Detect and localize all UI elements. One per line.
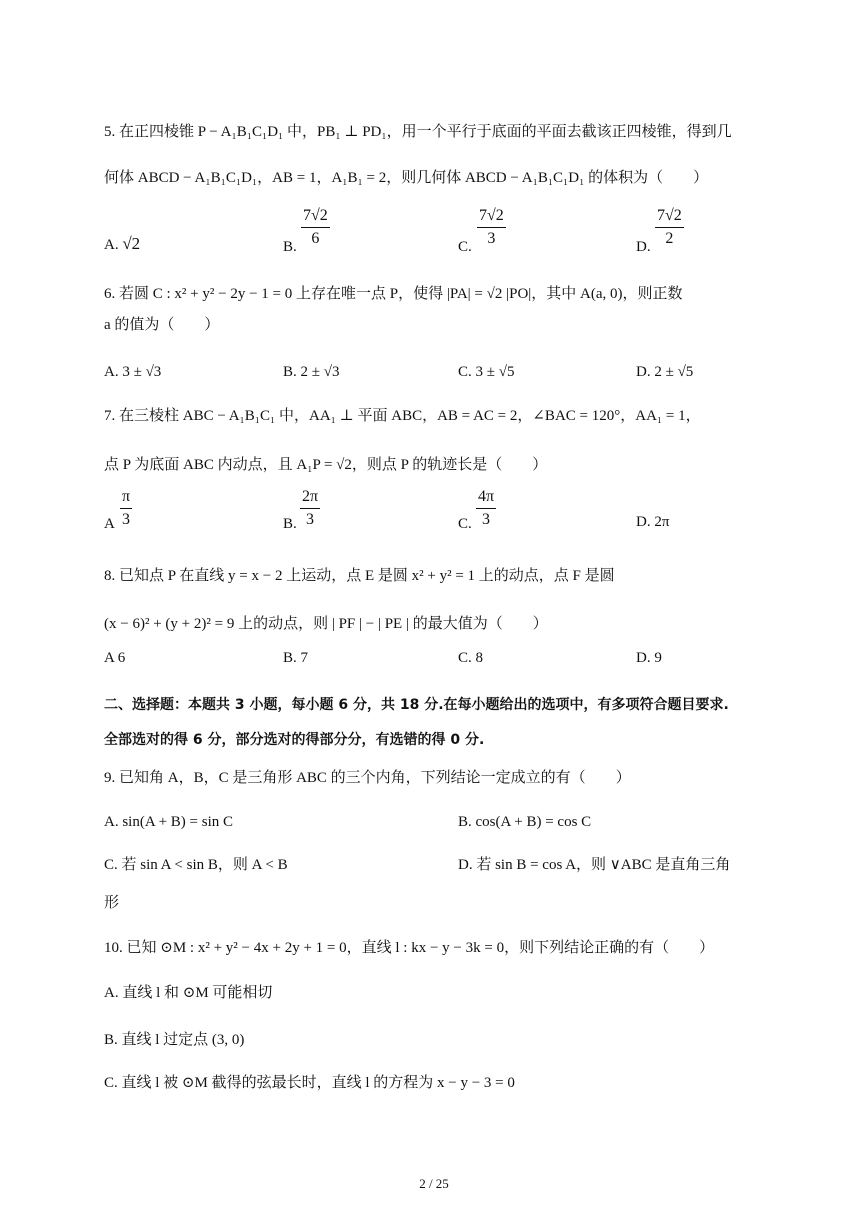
q8-option-c: C. 8 — [458, 650, 484, 666]
q6-line1: 6. 若圆 C : x² + y² − 2y − 1 = 0 上存在唯一点 P，使得 |PA| = √2 |PO|，其中 A(a, 0)，则正数 — [104, 286, 683, 302]
q8-option-d: D. 9 — [636, 650, 662, 666]
q5-option-b-fraction — [301, 206, 330, 250]
q7-option-a-denominator: 3 — [122, 511, 131, 528]
q5-option-c-label: C. — [458, 239, 472, 255]
q7-option-d: D. 2π — [636, 514, 670, 530]
q5-option-d-label: D. — [636, 239, 651, 255]
q7-option-a-numerator: π — [120, 487, 132, 509]
q7-option-b-fraction — [300, 487, 320, 531]
q5-option-d-denominator: 2 — [665, 230, 674, 247]
q9-option-c: C. 若 sin A < sin B，则 A < B — [104, 857, 288, 873]
q5-option-b-label: B. — [283, 239, 297, 255]
q7-option-b-numerator: 2π — [300, 487, 320, 509]
q6-option-b: B. 2 ± √3 — [283, 364, 340, 380]
q5-option-c-fraction — [477, 206, 506, 250]
q8-line2: (x − 6)² + (y + 2)² = 9 上的动点，则 | PF | − | PE | 的最大值为（ ） — [104, 616, 548, 632]
q7-line1: 7. 在三棱柱 ABC − A₁B₁C₁ 中，AA₁ ⊥ 平面 ABC，AB = AC = 2，∠BAC = 120°，AA₁ = 1， — [104, 408, 701, 424]
q7-option-a-label: A — [104, 516, 115, 532]
q6-option-a: A. 3 ± √3 — [104, 364, 162, 380]
q7-option-b-denominator: 3 — [306, 511, 315, 528]
q7-line2: 点 P 为底面 ABC 内动点，且 A₁P = √2，则点 P 的轨迹长是（ ） — [104, 457, 548, 473]
q7-option-c-label: C. — [458, 516, 472, 532]
q5-option-d-fraction — [655, 206, 684, 250]
q9-option-b: B. cos(A + B) = cos C — [458, 814, 592, 830]
q5-option-c-denominator: 3 — [487, 230, 496, 247]
q10-option-a: A. 直线 l 和 ⊙M 可能相切 — [104, 985, 273, 1001]
q5-option-d-numerator: 7√2 — [655, 206, 684, 228]
q5-option-a-label: A. — [104, 237, 119, 253]
section2-heading-line2: 全部选对的得 6 分，部分选对的得部分分，有选错的得 0 分. — [104, 732, 485, 748]
q9-option-d: D. 若 sin B = cos A，则 ∨ABC 是直角三角 — [458, 857, 731, 873]
q8-line1: 8. 已知点 P 在直线 y = x − 2 上运动，点 E 是圆 x² + y² = 1 上的动点，点 F 是圆 — [104, 568, 615, 584]
q5-line2: 何体 ABCD − A₁B₁C₁D₁，AB = 1，A₁B₁ = 2，则几何体 ABCD − A₁B₁C₁D₁ 的体积为（ ） — [104, 170, 709, 186]
q8-option-b: B. 7 — [283, 650, 309, 666]
q6-option-c: C. 3 ± √5 — [458, 364, 515, 380]
q10-line1: 10. 已知 ⊙M : x² + y² − 4x + 2y + 1 = 0，直线 l : kx − y − 3k = 0，则下列结论正确的有（ ） — [104, 940, 715, 956]
q5-option-c-numerator: 7√2 — [477, 206, 506, 228]
q9-option-d-continuation: 形 — [104, 895, 120, 911]
q7-option-c-denominator: 3 — [482, 511, 491, 528]
q8-option-a: A 6 — [104, 650, 126, 666]
q6-option-d: D. 2 ± √5 — [636, 364, 694, 380]
q10-option-c: C. 直线 l 被 ⊙M 截得的弦最长时，直线 l 的方程为 x − y − 3 = 0 — [104, 1075, 515, 1091]
q9-option-a: A. sin(A + B) = sin C — [104, 814, 234, 830]
q9-line1: 9. 已知角 A，B，C 是三角形 ABC 的三个内角，下列结论一定成立的有（ ） — [104, 770, 631, 786]
q5-option-a-value: √2 — [122, 234, 141, 253]
q10-option-b: B. 直线 l 过定点 (3, 0) — [104, 1032, 245, 1048]
q7-option-a-fraction — [120, 487, 132, 531]
q7-option-c-numerator: 4π — [476, 487, 496, 509]
q6-line2: a 的值为（ ） — [104, 317, 220, 333]
q5-option-a — [104, 234, 140, 255]
q7-option-c-fraction — [476, 487, 496, 531]
section2-heading-line1: 二、选择题：本题共 3 小题，每小题 6 分，共 18 分.在每小题给出的选项中，有多项符合题目要求. — [104, 697, 729, 713]
q5-option-b-numerator: 7√2 — [301, 206, 330, 228]
q5-line1: 5. 在正四棱锥 P − A₁B₁C₁D₁ 中，PB₁ ⊥ PD₁，用一个平行于底面的平面去截该正四棱锥，得到几 — [104, 124, 732, 140]
q7-option-b-label: B. — [283, 516, 297, 532]
page-number: 2 / 25 — [419, 1176, 449, 1191]
q5-option-b-denominator: 6 — [311, 230, 320, 247]
